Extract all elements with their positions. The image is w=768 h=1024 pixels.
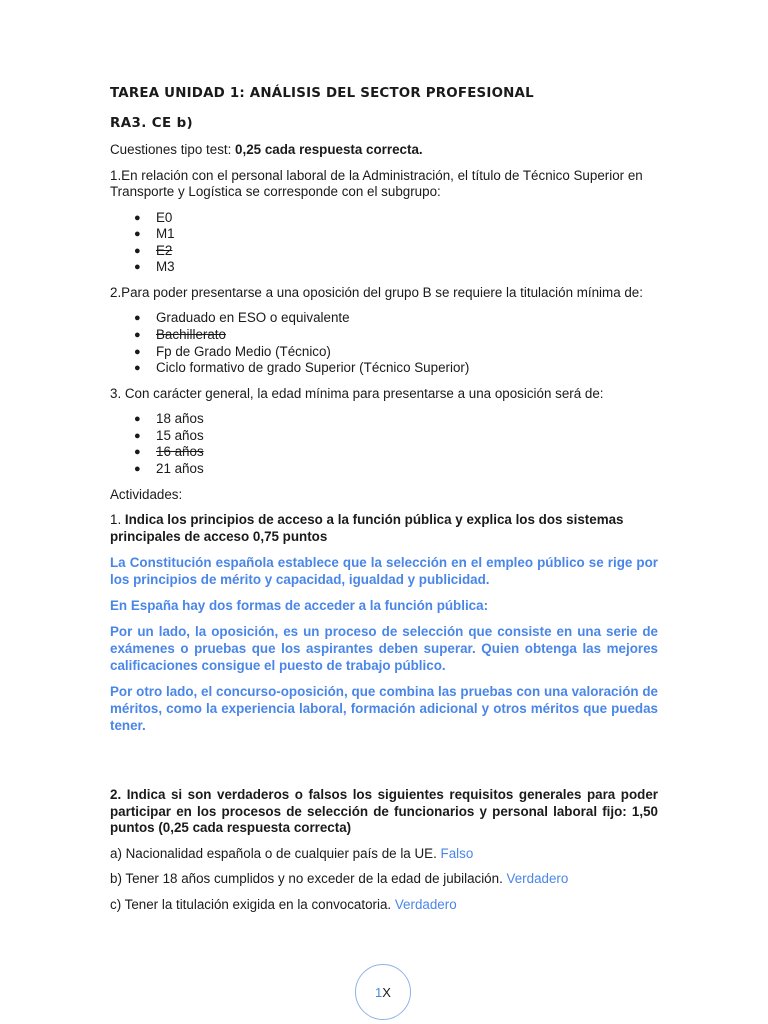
- bullet-icon: ●: [134, 413, 141, 426]
- option-label: Fp de Grado Medio (Técnico): [156, 343, 331, 359]
- document-title: TAREA UNIDAD 1: ANÁLISIS DEL SECTOR PROFESIONAL: [110, 86, 534, 101]
- bullet-icon: ●: [134, 312, 141, 325]
- list-item: [134, 310, 658, 327]
- activity-1-answer-2: En España hay dos formas de acceder a la función pública:: [110, 598, 489, 614]
- bullet-icon: ●: [134, 463, 141, 476]
- option-label: Graduado en ESO o equivalente: [156, 310, 350, 326]
- bullet-icon: ●: [134, 345, 141, 358]
- bullet-icon: ●: [134, 446, 141, 459]
- activity-1-answer-3: Por un lado, la oposición, es un proceso de selección que consiste en una serie de exámenes o pruebas que los aspirantes deben superar. Quien obtenga las mejores calificaciones consigue el puesto de trabajo público.: [110, 624, 658, 674]
- bullet-icon: ●: [134, 429, 141, 442]
- item-answer: Verdadero: [506, 871, 569, 887]
- test-intro-label: Cuestiones tipo test:: [110, 142, 236, 157]
- list-item: [134, 444, 658, 461]
- option-label-struck: E2: [156, 242, 173, 258]
- spacer: [110, 743, 658, 787]
- activities-label: Actividades:: [110, 486, 183, 502]
- list-item: [134, 411, 658, 428]
- test-intro: [110, 142, 658, 159]
- option-label: 15 años: [156, 427, 204, 443]
- list-item: [134, 360, 658, 377]
- list-item: [134, 259, 658, 276]
- test-intro-score: 0,25 cada respuesta correcta.: [235, 142, 423, 157]
- page-number-suffix: X: [382, 984, 391, 1000]
- question-1-text: 1.En relación con el personal laboral de la Administración, el título de Técnico Superior en Transporte y Logística se corresponde con el subgrupo:: [110, 167, 643, 199]
- option-label-struck: 16 años: [156, 444, 204, 460]
- bullet-icon: ●: [134, 261, 141, 274]
- document-subtitle: RA3. CE b): [110, 116, 194, 131]
- bullet-icon: ●: [134, 244, 141, 257]
- option-label-struck: Bachillerato: [156, 326, 226, 342]
- list-item: [134, 344, 658, 361]
- activity-1-question-text: Indica los principios de acceso a la función pública y explica los dos sistemas principales de acceso 0,75 puntos: [110, 512, 624, 544]
- item-answer: Falso: [440, 845, 474, 861]
- item-text: c) Tener la titulación exigida en la convocatoria.: [110, 896, 395, 912]
- option-label: M3: [156, 259, 175, 275]
- bullet-icon: ●: [134, 211, 141, 224]
- bullet-icon: ●: [134, 228, 141, 241]
- list-item: [134, 461, 658, 478]
- question-3-options: [110, 411, 658, 477]
- list-item: [134, 226, 658, 243]
- item-answer: Verdadero: [394, 896, 457, 912]
- list-item: [134, 327, 658, 344]
- list-item: [134, 210, 658, 227]
- activity-2-question: 2. Indica si son verdaderos o falsos los siguientes requisitos generales para poder participar en los procesos de selección de funcionarios y personal laboral fijo: 1,50 puntos (0,25 cada respuesta correcta): [110, 787, 658, 836]
- question-1-options: [110, 210, 658, 276]
- list-item: [134, 243, 658, 260]
- list-item: [134, 428, 658, 445]
- activity-2-item-a: [110, 846, 658, 863]
- option-label: 18 años: [156, 411, 204, 427]
- option-label: M1: [156, 226, 175, 242]
- activity-1-number: 1.: [110, 512, 125, 528]
- option-label: 21 años: [156, 461, 204, 477]
- activity-2-item-c: [110, 897, 658, 914]
- activity-2-item-b: [110, 871, 658, 888]
- item-text: a) Nacionalidad española o de cualquier país de la UE.: [110, 845, 441, 861]
- activity-1-answer-1: La Constitución española establece que la selección en el empleo público se rige por los principios de mérito y capacidad, igualdad y publicidad.: [110, 555, 658, 588]
- document-page: [110, 84, 658, 922]
- bullet-icon: ●: [134, 328, 141, 341]
- question-2-options: [110, 310, 658, 376]
- page-number: 1: [375, 984, 383, 1000]
- item-text: b) Tener 18 años cumplidos y no exceder de la edad de jubilación.: [110, 871, 507, 887]
- option-label: E0: [156, 209, 173, 225]
- question-2-text: 2.Para poder presentarse a una oposición del grupo B se requiere la titulación mínima de:: [110, 284, 643, 300]
- activity-1-question: [110, 512, 658, 545]
- page-number-badge: [355, 964, 411, 1020]
- question-3-text: 3. Con carácter general, la edad mínima para presentarse a una oposición será de:: [110, 385, 604, 401]
- bullet-icon: ●: [134, 362, 141, 375]
- activity-1-answer-4: Por otro lado, el concurso-oposición, que combina las pruebas con una valoración de méritos, como la experiencia laboral, formación adicional y otros méritos que puedas tener.: [110, 684, 658, 734]
- option-label: Ciclo formativo de grado Superior (Técnico Superior): [156, 360, 470, 376]
